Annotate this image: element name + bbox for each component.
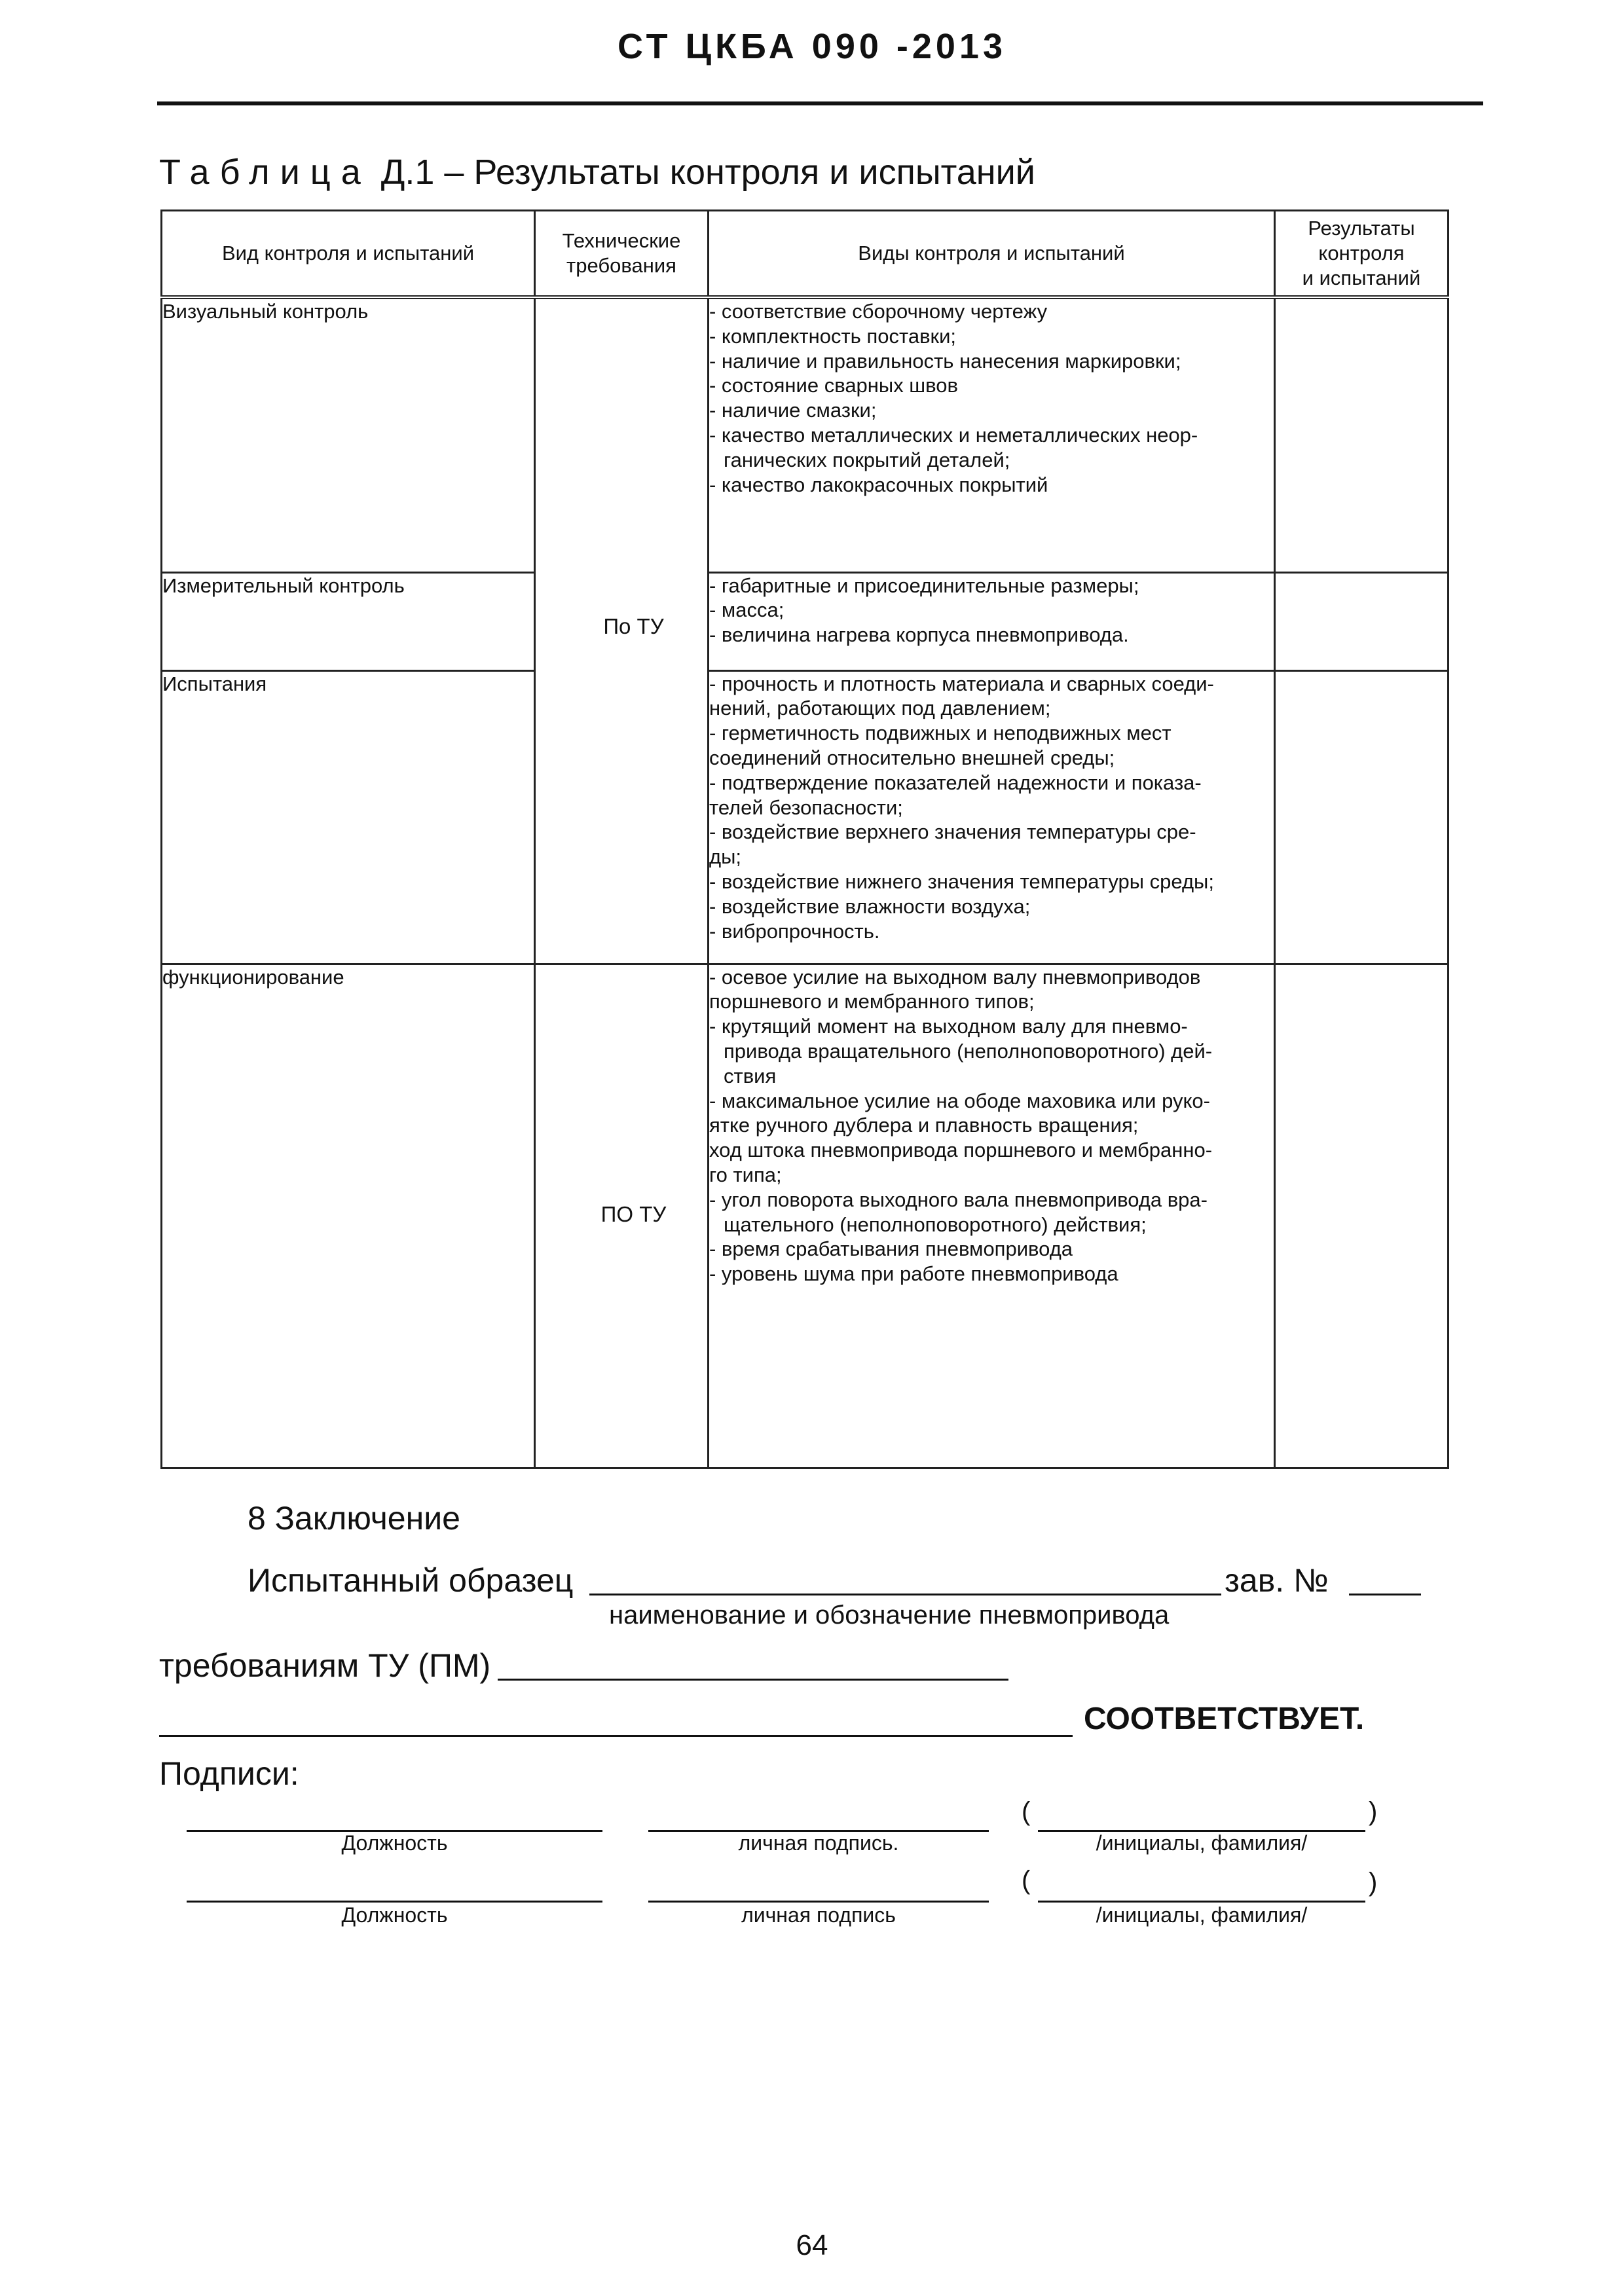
name-caption: наименование и обозначение пневмопривода (609, 1601, 1170, 1630)
test-item: щательного (неполноповоротного) действия; (724, 1212, 1147, 1236)
test-item: ганических покрытий деталей; (724, 448, 1010, 471)
close-paren: ) (1369, 1797, 1378, 1826)
test-item: - соответствие сборочному чертежу (709, 300, 1048, 323)
table-row (162, 297, 1449, 572)
test-item: соединений относительно внешней среды; (709, 746, 1115, 769)
table-header-row (162, 211, 1449, 298)
signature-line[interactable] (648, 1901, 989, 1903)
test-item: - прочность и плотность материала и сварных соеди- (709, 672, 1214, 695)
row-tests (709, 964, 1275, 1468)
test-item: - крутящий момент на выходном валу для пневмо- (709, 1015, 1188, 1038)
test-item: - состояние сварных швов (709, 374, 959, 397)
results-table (160, 210, 1449, 1469)
initials-line[interactable] (1038, 1901, 1365, 1903)
result-cell (1275, 964, 1449, 1468)
requirements-value-1: По ТУ (603, 614, 664, 638)
requirements-value-2: ПО ТУ (600, 1202, 667, 1226)
result-cell (1275, 670, 1449, 964)
position-caption: Должность (341, 1903, 448, 1927)
test-item: - наличие и правильность нанесения маркировки; (709, 349, 1181, 373)
initials-caption: /инициалы, фамилия/ (1096, 1903, 1308, 1927)
position-line[interactable] (187, 1901, 602, 1903)
test-item: - габаритные и присоединительные размеры; (709, 574, 1139, 597)
table-caption-text: Д.1 – Результаты контроля и испытаний (380, 153, 1035, 192)
header-requirements: Технические требования (535, 211, 709, 298)
test-item: ход штока пневмопривода поршневого и мембранно- (709, 1139, 1213, 1162)
test-item: телей безопасности; (709, 795, 903, 819)
header-kind: Вид контроля и испытаний (162, 211, 535, 298)
test-item: - вибропрочность. (709, 919, 880, 943)
row-tests (709, 572, 1275, 670)
test-item: - наличие смазки; (709, 399, 877, 422)
test-item: - качество лакокрасочных покрытий (709, 473, 1048, 496)
document-code: СТ ЦКБА 090 -2013 (617, 27, 1006, 66)
table-caption (159, 152, 1035, 192)
test-item: - качество металлических и неметаллических неор- (709, 424, 1198, 447)
signature-caption: личная подпись. (738, 1831, 899, 1855)
position-caption: Должность (341, 1831, 448, 1855)
serial-label: зав. № (1225, 1562, 1329, 1599)
signatures-heading: Подписи: (159, 1755, 299, 1792)
row-kind: Измерительный контроль (162, 572, 535, 670)
table-caption-word: Таблица (159, 153, 371, 192)
test-item: - угол поворота выходного вала пневмопривода вра- (709, 1188, 1208, 1211)
test-item: - герметичность подвижных и неподвижных мест (709, 721, 1172, 745)
open-paren: ( (1022, 1797, 1031, 1826)
initials-caption: /инициалы, фамилия/ (1096, 1831, 1308, 1855)
test-item: нений, работающих под давлением; (709, 697, 1051, 720)
row-kind: функционирование (162, 964, 535, 1468)
table-row (162, 964, 1449, 1468)
test-item: привода вращательного (неполноповоротного) дей- (724, 1039, 1213, 1063)
test-item: - величина нагрева корпуса пневмопривода. (709, 623, 1129, 647)
conclusion-heading: 8 Заключение (248, 1500, 460, 1537)
test-item: ятке ручного дублера и плавность вращения; (709, 1114, 1139, 1137)
test-item: ствия (724, 1064, 777, 1087)
close-paren: ) (1369, 1868, 1378, 1897)
test-item: - воздействие верхнего значения температуры сре- (709, 820, 1196, 844)
requirements-label: требованиям ТУ (ПМ) (159, 1647, 491, 1684)
signature-caption: личная подпись (741, 1903, 896, 1927)
test-item: поршневого и мембранного типов; (709, 990, 1035, 1013)
serial-number-field[interactable] (1349, 1594, 1421, 1595)
sample-label: Испытанный образец (248, 1562, 574, 1599)
page-number: 64 (796, 2229, 828, 2261)
requirements-field[interactable] (498, 1679, 1008, 1681)
table-row (162, 670, 1449, 964)
row-tests (709, 297, 1275, 572)
test-item: - воздействие нижнего значения температуры среды; (709, 870, 1214, 893)
test-item: - комплектность поставки; (709, 324, 957, 348)
test-item: го типа; (709, 1163, 782, 1186)
table-row (162, 572, 1449, 670)
result-cell (1275, 297, 1449, 572)
test-item: ды; (709, 845, 741, 869)
row-tests (709, 670, 1275, 964)
result-cell (1275, 572, 1449, 670)
header-results: Результаты контроля и испытаний (1275, 211, 1449, 298)
test-item: - время срабатывания пневмопривода (709, 1237, 1073, 1261)
test-item: - масса; (709, 598, 784, 622)
header-divider (157, 101, 1483, 105)
header-tests: Виды контроля и испытаний (709, 211, 1275, 298)
test-item: - подтверждение показателей надежности и показа- (709, 771, 1202, 794)
test-item: - уровень шума при работе пневмопривода (709, 1262, 1118, 1286)
sample-name-field[interactable] (589, 1594, 1221, 1595)
test-item: - осевое усилие на выходном валу пневмоприводов (709, 965, 1201, 989)
test-item: - воздействие влажности воздуха; (709, 894, 1031, 918)
row-kind: Визуальный контроль (162, 297, 535, 572)
test-item: - максимальное усилие на ободе маховика или руко- (709, 1089, 1210, 1112)
verdict-field[interactable] (159, 1735, 1073, 1737)
open-paren: ( (1022, 1866, 1031, 1895)
row-kind: Испытания (162, 670, 535, 964)
verdict-text: СООТВЕТСТВУЕТ. (1084, 1702, 1365, 1736)
